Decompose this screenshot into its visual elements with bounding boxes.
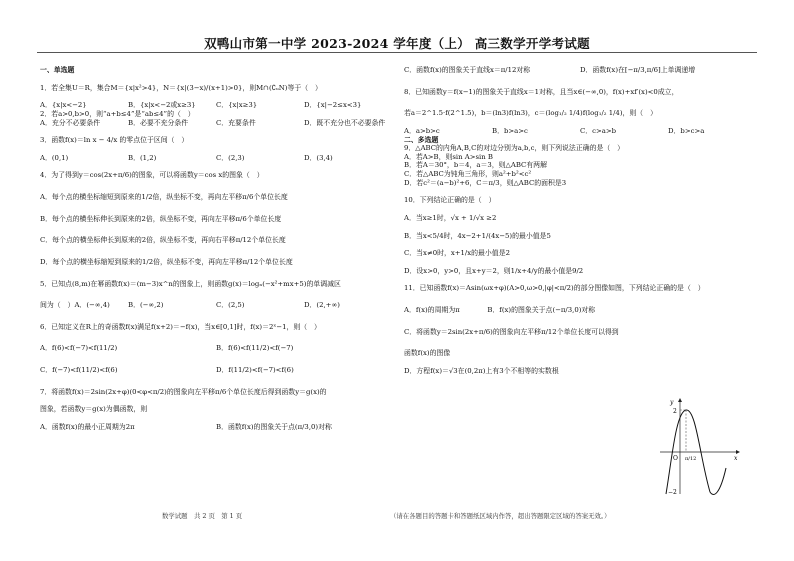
answer-option: C．c>a>b bbox=[580, 126, 617, 135]
spacer bbox=[40, 414, 392, 423]
question-text: 图象，若函数y＝g(x)为偶函数，则 bbox=[40, 405, 148, 414]
answer-option: A．{x|x<−2} bbox=[40, 101, 87, 110]
answer-option: D．函数f(x)在[−π/3,π/6]上单调递增 bbox=[580, 66, 696, 74]
question-text: A．f(x)的周期为π B．f(x)的图象关于点(−π/3,0)对称 bbox=[404, 306, 596, 314]
question-text: B．当x<5/4时，4x−2+1/(4x−5)的最小值是5 bbox=[404, 231, 551, 240]
spacer bbox=[404, 293, 756, 306]
answer-option: C．(2,3) bbox=[216, 153, 245, 162]
answer-option: C．充要条件 bbox=[216, 118, 256, 127]
question-text: C．当x≠0时，x+1/x的最小值是2 bbox=[404, 249, 510, 258]
spacer bbox=[40, 310, 392, 323]
answer-option: C．{x|x≥3} bbox=[216, 101, 258, 110]
spacer bbox=[404, 240, 756, 249]
answer-option: D．既不充分也不必要条件 bbox=[304, 118, 386, 127]
answer-options bbox=[40, 423, 392, 432]
question-text: C．将函数y＝2sin(2x+π/6)的图象向左平移π/12个单位长度可以得到 bbox=[404, 327, 619, 336]
spacer bbox=[40, 145, 392, 154]
y-axis-arrow bbox=[678, 398, 682, 402]
right-column bbox=[404, 66, 756, 376]
footer-notice: （请在各题目的答题卡和答题纸区域内作答，超出答题限定区域的答案无效。） bbox=[390, 512, 611, 520]
question-text: 6．已知定义在R上的奇函数f(x)满足f(x+2)＝−f(x)，当x∈[0,1]时，f(x)＝2ˣ−1，则（ ） bbox=[40, 322, 321, 331]
spacer bbox=[40, 353, 392, 366]
section-heading: 一、单选题 bbox=[40, 66, 75, 74]
spacer bbox=[40, 245, 392, 258]
spacer bbox=[404, 118, 756, 127]
x-axis-label: x bbox=[734, 455, 738, 462]
answer-options bbox=[40, 101, 392, 110]
min-label: −2 bbox=[668, 489, 677, 496]
answer-options bbox=[40, 301, 392, 310]
question-text: B．若A＝30°，b＝4，a＝3，则△ABC有两解 bbox=[404, 161, 547, 170]
spacer bbox=[40, 92, 392, 101]
max-label: 2 bbox=[673, 408, 677, 415]
section-heading: 二、多选题 bbox=[404, 135, 439, 144]
answer-options bbox=[40, 119, 392, 128]
spacer bbox=[404, 315, 756, 328]
answer-option: D．(2,+∞) bbox=[304, 301, 340, 310]
tick-label: π/12 bbox=[685, 456, 697, 462]
question-text: A．当x≥1时，√x + 1/√x ≥2 bbox=[404, 213, 497, 222]
question-text: 4．为了得到y＝cos(2x+π/6)的图象，可以将函数y＝cos x的图象（ ） bbox=[40, 171, 264, 180]
question-text: 9．△ABC的内角A,B,C的对边分别为a,b,c，则下列说法正确的是（ ） bbox=[404, 144, 625, 153]
question-text: A．若A>B，则sin A>sin B bbox=[404, 152, 493, 161]
spacer bbox=[40, 75, 392, 84]
answer-option: D．f(11/2)<f(−7)<f(6) bbox=[216, 366, 294, 374]
spacer bbox=[404, 223, 756, 232]
spacer bbox=[404, 187, 756, 196]
question-text: A．每个点的横坐标缩短到原来的1/2倍，纵坐标不变，再向左平移π/6个单位长度 bbox=[40, 193, 288, 201]
spacer bbox=[40, 202, 392, 215]
question-text: 函数f(x)的图像 bbox=[404, 349, 451, 358]
question-text: D．若c²＝(a−b)²+6，C＝π/3，则△ABC的面积是3 bbox=[404, 178, 567, 187]
question-text: 若a＝2^1.5·f(2^1.5)，b＝(ln3)f(ln3)，c＝(log₁/₂ 1/4)f(log₁/₂ 1/4)，则（ ） bbox=[404, 109, 657, 118]
answer-option: A．a>b>c bbox=[404, 126, 440, 135]
y-axis-label: y bbox=[670, 399, 674, 406]
spacer bbox=[404, 336, 756, 349]
spacer bbox=[404, 205, 756, 214]
spacer bbox=[40, 180, 392, 193]
question-text: 11．已知函数f(x)＝Asin(ωx+φ)(A>0,ω>0,|φ|<π/2)的部分图像如图，下列结论正确的是（ ） bbox=[404, 284, 705, 293]
answer-options bbox=[40, 154, 392, 163]
spacer bbox=[404, 96, 756, 109]
spacer bbox=[404, 358, 756, 367]
spacer bbox=[404, 275, 756, 284]
sine-graph-figure bbox=[658, 398, 740, 496]
question-text: 3．函数f(x)＝ln x − 4/x 的零点位于区间（ ） bbox=[40, 136, 189, 145]
answer-option: A．充分不必要条件 bbox=[40, 118, 101, 127]
answer-option: B．函数f(x)的图象关于点(π/3,0)对称 bbox=[216, 422, 332, 431]
spacer bbox=[40, 162, 392, 171]
question-text: 2．若a>0,b>0，则“a+b≤4”是“ab≤4”的（ ） bbox=[40, 109, 195, 118]
question-text: D．每个点的横坐标缩短到原来的1/2倍，纵坐标不变，再向左平移π/12个单位长度 bbox=[40, 257, 293, 266]
answer-option: B．(1,2) bbox=[128, 153, 157, 162]
answer-option: B．f(6)<f(11/2)<f(−7) bbox=[216, 344, 294, 353]
spacer bbox=[40, 127, 392, 136]
answer-option: D．(3,4) bbox=[304, 153, 333, 162]
answer-option: B．{x|x<−2或x≥3} bbox=[128, 101, 196, 110]
question-text: B．每个点的横坐标伸长到原来的2倍，纵坐标不变，再向左平移π/6个单位长度 bbox=[40, 214, 282, 223]
title-divider bbox=[37, 52, 757, 53]
answer-option: 间为（ ）A．(−∞,4) bbox=[40, 301, 110, 310]
question-text: 8．已知函数y＝f(x−1)的图象关于直线x＝1对称，且当x∈(−∞,0)，f(x)+xf′(x)<0成立， bbox=[404, 87, 679, 96]
question-text: 10．下列结论正确的是（ ） bbox=[404, 196, 496, 205]
page-title: 双鸭山市第一中学 2023-2024 学年度（上） 高三数学开学考试题 bbox=[204, 36, 590, 51]
question-text: D．设x>0，y>0，且x+y＝2，则1/x+4/y的最小值是9/2 bbox=[404, 266, 584, 275]
question-text: C．每个点的横坐标伸长到原来的2倍，纵坐标不变，再向右平移π/12个单位长度 bbox=[40, 236, 286, 245]
answer-option: C．f(−7)<f(11/2)<f(6) bbox=[40, 366, 118, 374]
question-text: C．若△ABC为钝角三角形，则a²+b²<c² bbox=[404, 170, 532, 178]
answer-option: B．(−∞,2) bbox=[128, 301, 164, 310]
question-text: 1．若全集U＝R，集合M＝{x|x²>4}，N＝{x|(3−x)/(x+1)>0}，则M∩(∁ᵤN)等于（ ） bbox=[40, 83, 322, 92]
spacer bbox=[40, 396, 392, 405]
answer-option: A．f(6)<f(−7)<f(11/2) bbox=[40, 344, 118, 353]
spacer bbox=[40, 267, 392, 280]
answer-option: B．b>a>c bbox=[492, 126, 528, 135]
left-column bbox=[40, 66, 392, 432]
answer-option: C．(2,5) bbox=[216, 301, 245, 310]
answer-option: D．{x|−2≤x<3} bbox=[304, 101, 362, 110]
spacer bbox=[40, 223, 392, 236]
answer-option: C．函数f(x)的图象关于直线x＝π/12对称 bbox=[404, 66, 531, 74]
answer-option: B．必要不充分条件 bbox=[128, 118, 189, 127]
answer-option: D．b>c>a bbox=[668, 126, 705, 135]
footer-page-info: 数学试题 共 2 页 第 1 页 bbox=[162, 512, 243, 520]
answer-option: A．(0,1) bbox=[40, 153, 69, 162]
spacer bbox=[404, 75, 756, 88]
origin-label: O bbox=[673, 455, 678, 462]
answer-options bbox=[404, 127, 756, 136]
spacer bbox=[40, 288, 392, 301]
spacer bbox=[40, 331, 392, 344]
question-text: 5．已知点(8,m)在幂函数f(x)＝(m−3)x^n的图象上，则函数g(x)＝logₙ(−x²+mx+5)的单调减区 bbox=[40, 279, 341, 288]
spacer bbox=[404, 258, 756, 267]
question-text: 7．将函数f(x)＝2sin(2x+φ)(0<φ<π/2)的图象向左平移π/6个单位长度后得到函数y＝g(x)的 bbox=[40, 387, 327, 396]
answer-options bbox=[40, 366, 392, 375]
answer-options bbox=[404, 66, 756, 75]
answer-option: A．函数f(x)的最小正周期为2π bbox=[40, 422, 135, 431]
answer-options bbox=[40, 344, 392, 353]
question-text: D．方程f(x)＝√3在(0,2π)上有3个不相等的实数根 bbox=[404, 366, 559, 375]
x-axis-arrow bbox=[736, 450, 740, 454]
spacer bbox=[40, 375, 392, 388]
